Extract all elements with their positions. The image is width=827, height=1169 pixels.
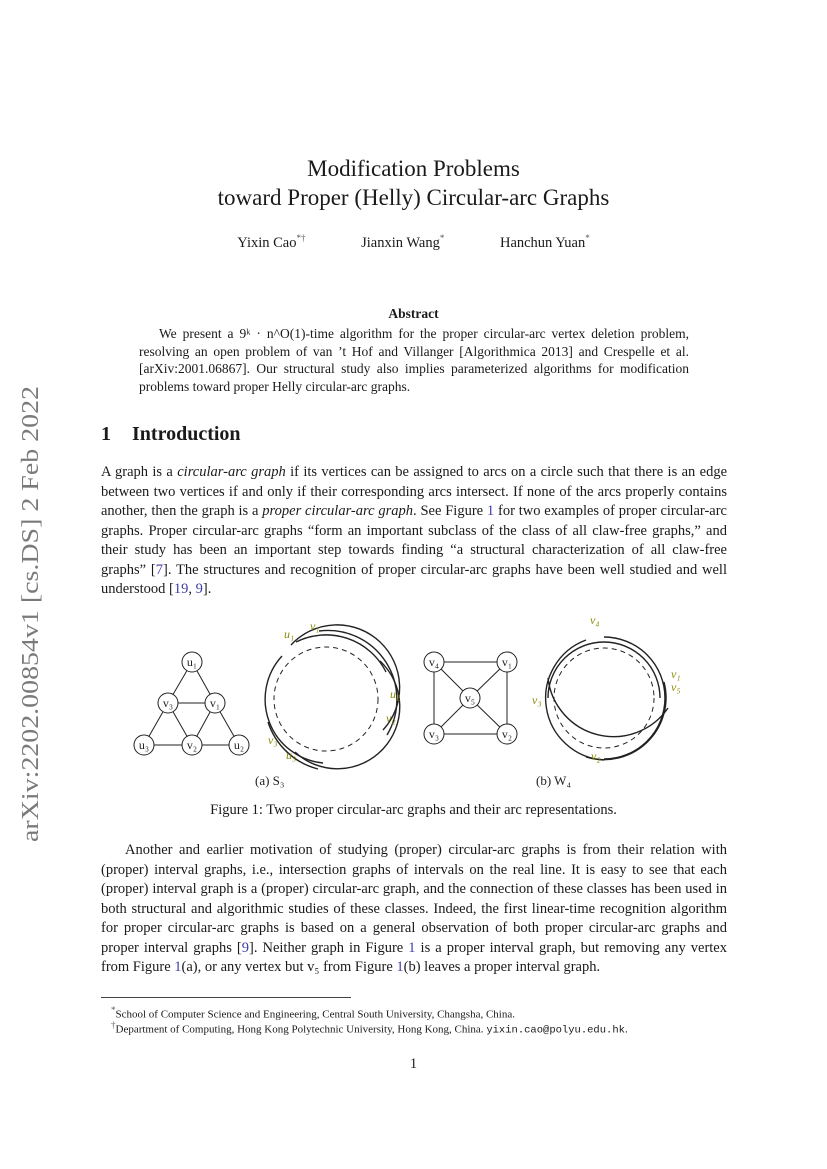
node-label: v₄	[428, 655, 440, 669]
footnote-text: .	[624, 1023, 628, 1036]
citation-link[interactable]: 7	[155, 561, 163, 578]
arc-representation-b	[546, 637, 668, 760]
author-mark: *†	[296, 233, 306, 243]
arc-label: u₂	[390, 687, 401, 701]
intro-paragraph-2	[101, 841, 727, 978]
section-number: 1	[101, 423, 111, 445]
author-list	[0, 233, 827, 252]
arxiv-id: arXiv:2202.00854v1 [cs.DS] 2 Feb 2022	[18, 450, 44, 842]
author-mark: *	[585, 233, 590, 243]
author-name: Yixin Cao	[237, 234, 297, 251]
citation-link[interactable]: 9	[241, 939, 249, 956]
node-label: v₂	[501, 727, 513, 741]
arc-label: v₂	[591, 749, 601, 763]
author	[237, 233, 305, 252]
arc-label: v₅	[671, 680, 681, 694]
text-run: Another and earlier motivation of studying (proper) circular-arc graphs is from their relation with (proper) interval graphs, i.e., intersection graphs of intervals on the real line. It is easy to see that each (proper) interval graph is a (proper) circular-arc graph, and the connection of these classes has been used in both structural and algorithmic studies of these classes. Indeed, the first linear-time recognition algorithm for proper circular-arc graphs is based on a general observation of both proper circular-arc graphs and proper interval graphs [	[101, 842, 727, 956]
author-mark: *	[439, 233, 445, 243]
node-label: v₅	[464, 691, 476, 705]
figure-ref-link[interactable]: 1	[486, 503, 495, 519]
arc-label: v₁	[310, 619, 320, 633]
arc-label: v₄	[590, 613, 600, 627]
text-run: ]. Neither graph in Figure	[248, 939, 409, 956]
footnote-2	[111, 1018, 751, 1039]
figure-1-drawing	[0, 612, 827, 797]
text-run: is a proper interval graph, but removing any vertex from Figure	[101, 939, 727, 975]
term-proper-circular-arc-graph: proper circular-arc graph	[262, 503, 414, 519]
author	[361, 233, 444, 252]
citation-link[interactable]: 9	[195, 581, 203, 597]
page-number: 1	[409, 1056, 418, 1072]
paper-title	[0, 154, 827, 212]
arc-label: u₃	[286, 748, 297, 762]
node-label: u₃	[138, 738, 150, 752]
text-run: ].	[202, 581, 212, 597]
abstract-text: We present a 9ᵏ · n^O(1)-time algorithm for the proper circular-arc vertex deletion problem, resolving an open problem of van ’t Hof and Villanger [Algorithmica 2013] and Crespelle et al. [arXiv:2001.06867]. Our structural study also implies parameterized algorithms for modification problems toward proper Helly circular-arc graphs.	[139, 326, 689, 394]
node-label: u₂	[233, 738, 245, 752]
node-label: v₃	[428, 727, 440, 741]
arc-label: v₁	[671, 667, 681, 681]
figure-ref-link[interactable]: 1	[408, 939, 416, 956]
arc-label: u₁	[284, 627, 295, 641]
text-run: if its vertices can be assigned to arcs on a circle such that there is an edge between two vertices if and only if their corresponding arcs intersect. If none of the arcs properly contains another, then the graph is a	[101, 464, 728, 519]
citation-link[interactable]: 19	[173, 581, 189, 597]
text-run: (a), or any vertex but v₅ from Figure	[181, 959, 397, 975]
figure-caption: Figure 1: Two proper circular-arc graphs and their arc representations.	[210, 802, 617, 818]
footnote-text: Department of Computing, Hong Kong Polytechnic University, Hong Kong, China.	[115, 1023, 487, 1036]
figure-ref-link[interactable]: 1	[174, 959, 182, 975]
node-label: v₃	[162, 696, 174, 710]
text-run: for two examples of proper circular-arc graphs. Proper circular-arc graphs “form an important subclass of the class of all claw-free graphs,” and their study has been an important step towards finding “a structural characterization of all claw-free graphs” [	[101, 503, 727, 578]
node-label: v₂	[186, 738, 198, 752]
node-label: u₁	[186, 655, 198, 669]
footnote-rule	[101, 997, 351, 998]
text-run: ]. The structures and recognition of proper circular-arc graphs have been well studied and well understood [	[101, 561, 727, 597]
section-heading	[101, 423, 241, 446]
author-name: Hanchun Yuan	[499, 234, 586, 251]
intro-paragraph-1	[101, 463, 727, 600]
footnote-text: School of Computer Science and Engineering, Central South University, Changsha, China.	[115, 1008, 515, 1021]
subcaption-b: (b) W₄	[536, 773, 571, 788]
node-label: v₁	[501, 655, 513, 669]
title-line-1: Modification Problems	[307, 156, 520, 181]
text-run: A graph is a	[101, 464, 178, 480]
arc-label: v₃	[532, 693, 542, 707]
node-label: v₁	[209, 696, 221, 710]
figure-ref-link[interactable]: 1	[396, 959, 404, 975]
term-circular-arc-graph: circular-arc graph	[177, 464, 286, 480]
arc-label: v₃	[268, 733, 278, 747]
title-line-2: toward Proper (Helly) Circular-arc Graphs	[217, 185, 610, 210]
arc-label: v₂	[386, 711, 396, 725]
text-run: . See Figure	[413, 503, 487, 519]
footnote-mark: *	[111, 1005, 116, 1015]
footnote-mark: †	[111, 1020, 116, 1030]
author-name: Jianxin Wang	[361, 234, 440, 251]
author-email-link[interactable]: yixin.cao@polyu.edu.hk	[486, 1024, 625, 1037]
figure-1	[0, 612, 827, 797]
author	[500, 233, 590, 252]
text-run: (b) leaves a proper interval graph.	[403, 959, 601, 975]
text-run: ,	[188, 581, 196, 597]
section-title: Introduction	[132, 423, 241, 445]
subcaption-a: (a) S₃	[255, 773, 285, 788]
abstract-heading: Abstract	[388, 306, 439, 321]
